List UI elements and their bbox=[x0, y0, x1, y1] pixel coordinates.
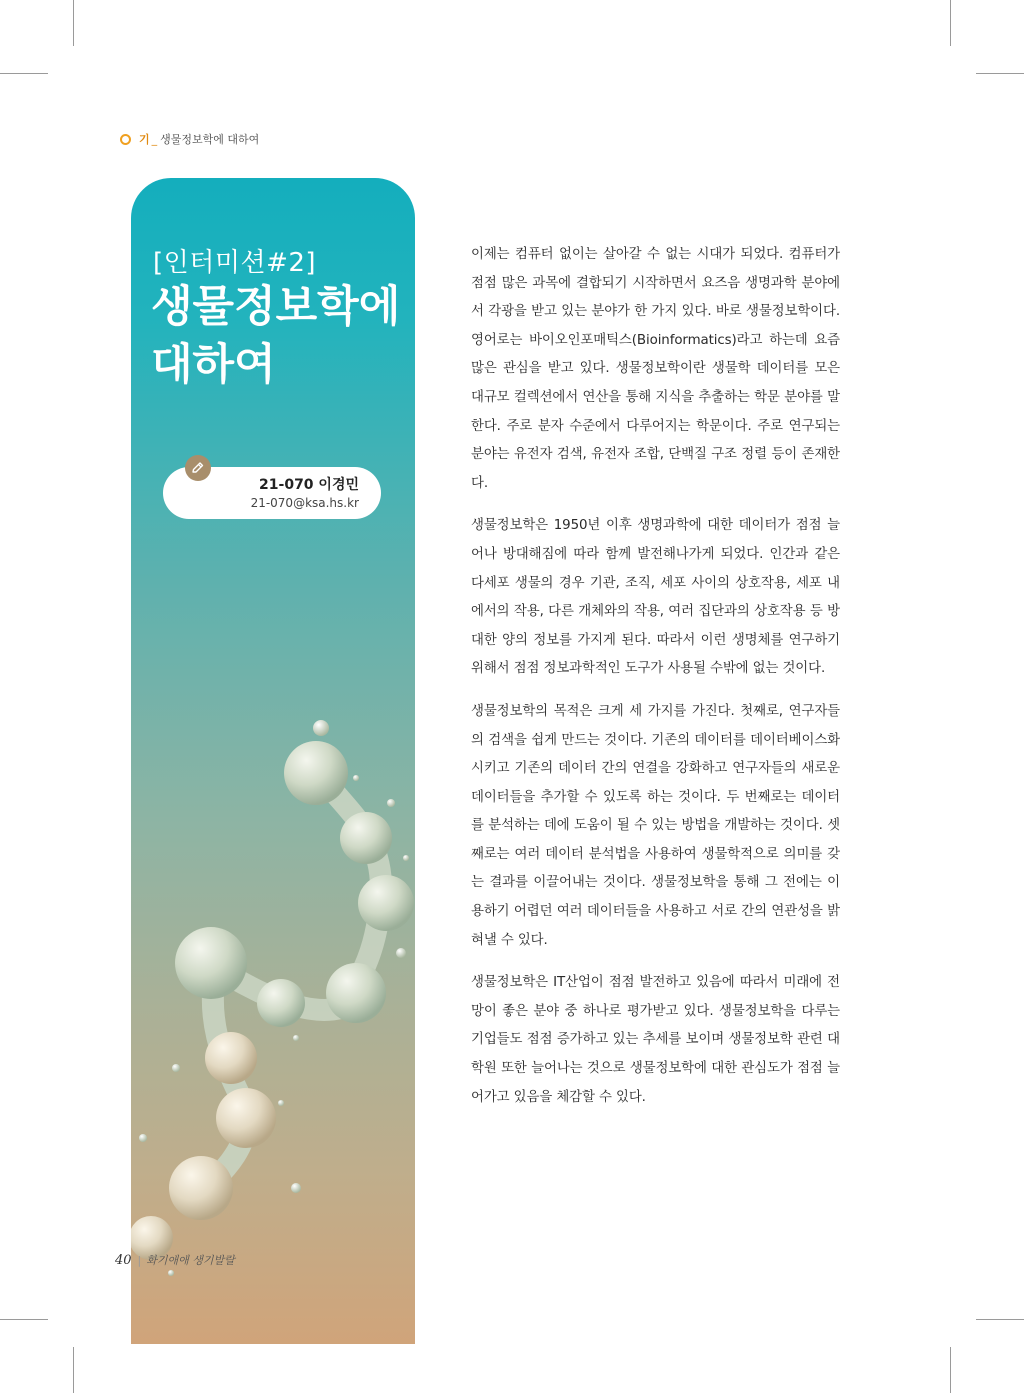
footer-separator: | bbox=[137, 1254, 142, 1267]
title-line-2: 대하여 bbox=[151, 340, 276, 390]
crop-mark bbox=[950, 0, 951, 46]
crop-mark bbox=[976, 1319, 1024, 1320]
crop-mark bbox=[73, 0, 74, 46]
paragraph: 생물정보학의 목적은 크게 세 가지를 가진다. 첫째로, 연구자들의 검색을 쉽게 만드는 것이다. 기존의 데이터를 데이터베이스화 시키고 기존의 데이터 간의 연결을 강화하고 연구자들의 새로운 데이터들을 추가할 수 있도록 하는 것이다. 두 번째로는 데이터를 분석하는 데에 도움이 될 수 있는 방법을 개발하는 것이다. 셋째로는 여러 데이터 분석법을 사용하여 생물학적으로 의미를 갖는 결과를 이끌어내는 것이다. 생물정보학을 통해 그 전에는 이용하기 어렵던 여러 데이터들을 사용하고 서로 간의 연관성을 밝혀낼 수 있다. bbox=[471, 703, 840, 948]
series-tag: [인터미션#2] bbox=[153, 248, 317, 278]
author-email: 21-070@ksa.hs.kr bbox=[250, 496, 359, 510]
page-footer bbox=[115, 1252, 235, 1268]
crop-mark bbox=[0, 73, 48, 74]
title-line-1: 생물정보학에 bbox=[151, 282, 401, 332]
page-number: 40 bbox=[115, 1253, 132, 1268]
crop-mark bbox=[976, 73, 1024, 74]
pencil-icon bbox=[185, 455, 211, 481]
title-panel bbox=[131, 178, 415, 1344]
article-title bbox=[151, 278, 400, 394]
header-title: 생물정보학에 대하여 bbox=[160, 133, 260, 146]
section-label: 기 bbox=[139, 133, 150, 146]
paragraph: 이제는 컴퓨터 없이는 살아갈 수 없는 시대가 되었다. 컴퓨터가 점점 많은 과목에 결합되기 시작하면서 요즈음 생명과학 분야에서 각광을 받고 있는 분야가 한 가지 있다. 바로 생물정보학이다. 영어로는 바이오인포매틱스(Bioinformatics)라고 하는데 요즘 많은 관심을 받고 있다. 생물정보학이란 생물학 데이터를 모은 대규모 컬렉션에서 연산을 통해 지식을 추출하는 학문 분야를 말한다. 주로 분자 수준에서 다루어지는 학문이다. 주로 연구되는 분야는 유전자 검색, 유전자 조합, 단백질 구조 정렬 등이 존재한다. bbox=[471, 247, 840, 491]
paragraph: 생물정보학은 IT산업이 점점 발전하고 있음에 따라서 미래에 전망이 좋은 분야 중 하나로 평가받고 있다. 생물정보학을 다루는 기업들도 점점 증가하고 있는 추세를 보이며 생물정보학 관련 대학원 또한 늘어나는 것으로 생물정보학에 대한 관심도가 점점 늘어가고 있음을 체감할 수 있다. bbox=[471, 975, 840, 1105]
magazine-title: 화기애애 생기발랄 bbox=[146, 1254, 235, 1267]
crop-mark bbox=[0, 1319, 48, 1320]
orange-ring-icon bbox=[120, 134, 131, 145]
paragraph: 생물정보학은 1950년 이후 생명과학에 대한 데이터가 점점 늘어나 방대해짐에 따라 함께 발전해나가게 되었다. 인간과 같은 다세포 생물의 경우 기관, 조직, 세포 사이의 상호작용, 세포 내에서의 작용, 다른 개체와의 작용, 여러 집단과의 상호작용 등 방대한 양의 정보를 가지게 된다. 따라서 이런 생명체를 연구하기 위해서 점점 정보과학적인 도구가 사용될 수밖에 없는 것이다. bbox=[471, 518, 840, 677]
section-separator: _ bbox=[151, 132, 158, 146]
running-header bbox=[120, 131, 259, 147]
author-name: 21-070 이경민 bbox=[259, 477, 359, 493]
crop-mark bbox=[950, 1347, 951, 1393]
article-body bbox=[471, 241, 840, 1126]
crop-mark bbox=[73, 1347, 74, 1393]
molecule-illustration bbox=[131, 718, 415, 1344]
